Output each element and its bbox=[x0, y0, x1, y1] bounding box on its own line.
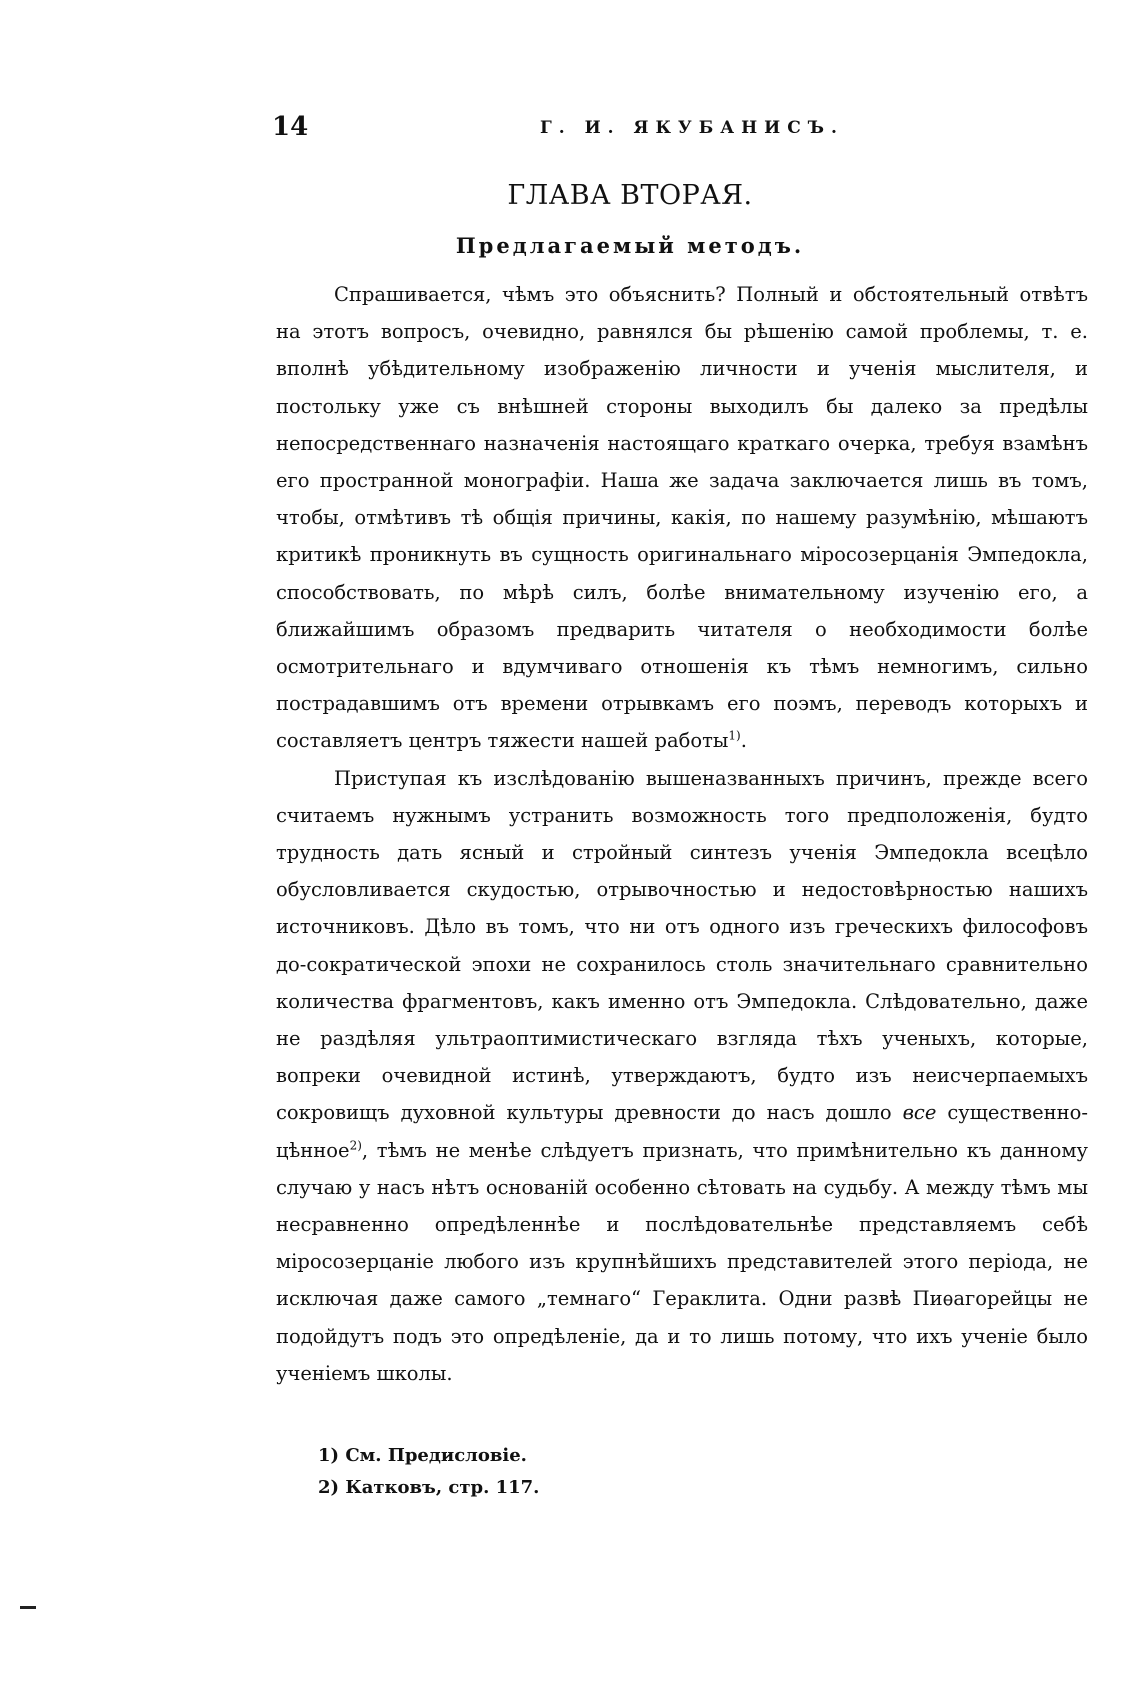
body-text bbox=[276, 276, 1088, 1392]
footnote bbox=[318, 1472, 539, 1504]
paragraph-text: . bbox=[740, 729, 747, 753]
footnote-text: См. Предисловіе. bbox=[345, 1445, 527, 1466]
chapter-title: ГЛАВА ВТОРАЯ. bbox=[507, 180, 753, 211]
footnote-ref: 1) bbox=[728, 728, 741, 743]
paragraph-text: Спрашивается, чѣмъ это объяснить? Полный и обстоятельный отвѣтъ на этотъ вопросъ, очевидно, равнялся бы рѣшенію самой проблемы, т. е. вполнѣ убѣдительному изображенію личности и ученія мыслителя, и постольку уже съ внѣшней стороны выходилъ бы далеко за предѣлы непосредственнаго назначенія настоящаго краткаго очерка, требуя взамѣнъ его пространной монографіи. Наша же задача заключается лишь въ томъ, чтобы, отмѣтивъ тѣ общія причины, какія, по нашему разумѣнію, мѣшаютъ критикѣ проникнуть въ сущность оригинальнаго міросозерцанія Эмпедокла, способствовать, по мѣрѣ силъ, болѣе внимательному изученію его, а ближайшимъ образомъ предварить читателя о необходимости болѣе осмотрительнаго и вдумчиваго отношенія къ тѣмъ немногимъ, сильно пострадавшимъ отъ времени отрывкамъ его поэмъ, переводъ которыхъ и составляетъ центръ тяжести нашей работы bbox=[276, 283, 1088, 753]
section-title: Предлагаемый методъ. bbox=[455, 233, 805, 258]
footnote-mark: 1) bbox=[318, 1445, 340, 1466]
paragraph-text: Приступая къ изслѣдованію вышеназванныхъ причинъ, прежде всего считаемъ нужнымъ устранить возможность того предположенія, будто трудность дать ясный и стройный синтезъ ученія Эмпедокла всецѣло обусловливается скудостью, отрывочностью и недостовѣрностью нашихъ источниковъ. Дѣло въ томъ, что ни отъ одного изъ греческихъ философовъ до-сократической эпохи не сохранилось столь значительнаго сравнительно количества фрагментовъ, какъ именно отъ Эмпедокла. Слѣдовательно, даже не раздѣляя ультраоптимистическаго взгляда тѣхъ ученыхъ, которые, вопреки очевидной истинѣ, утверждаютъ, будто изъ неисчерпаемыхъ сокровищъ духовной культуры древности до насъ дошло bbox=[276, 766, 1088, 1125]
footnote bbox=[318, 1440, 539, 1472]
running-head: Г. И. ЯКУБАНИСЪ. bbox=[540, 118, 844, 138]
footnote-mark: 2) bbox=[318, 1477, 340, 1498]
paragraph-text: существенно-цѣнное bbox=[276, 1101, 1088, 1162]
footnote-ref: 2) bbox=[349, 1138, 362, 1153]
page-number: 14 bbox=[272, 112, 309, 142]
footnote-text: Катковъ, стр. 117. bbox=[345, 1477, 540, 1498]
paragraph bbox=[276, 760, 1088, 1392]
paragraph bbox=[276, 276, 1088, 760]
paragraph-text: , тѣмъ не менѣе слѣдуетъ признать, что примѣнительно къ данному случаю у насъ нѣтъ основаній особенно сѣтовать на судьбу. А между тѣмъ мы несравненно опредѣленнѣе и послѣдовательнѣе представляемъ себѣ міросозерцаніе любого изъ крупнѣйшихъ представителей этого періода, не исключая даже самого „темнаго“ Гераклита. Одни развѣ Пиѳагорейцы не подойдутъ подъ это опредѣленіе, да и то лишь потому, что ихъ ученіе было ученіемъ школы. bbox=[276, 1138, 1088, 1385]
footnotes bbox=[318, 1440, 539, 1504]
scan-edge-mark bbox=[20, 1606, 36, 1609]
emphasis: все bbox=[902, 1101, 937, 1125]
